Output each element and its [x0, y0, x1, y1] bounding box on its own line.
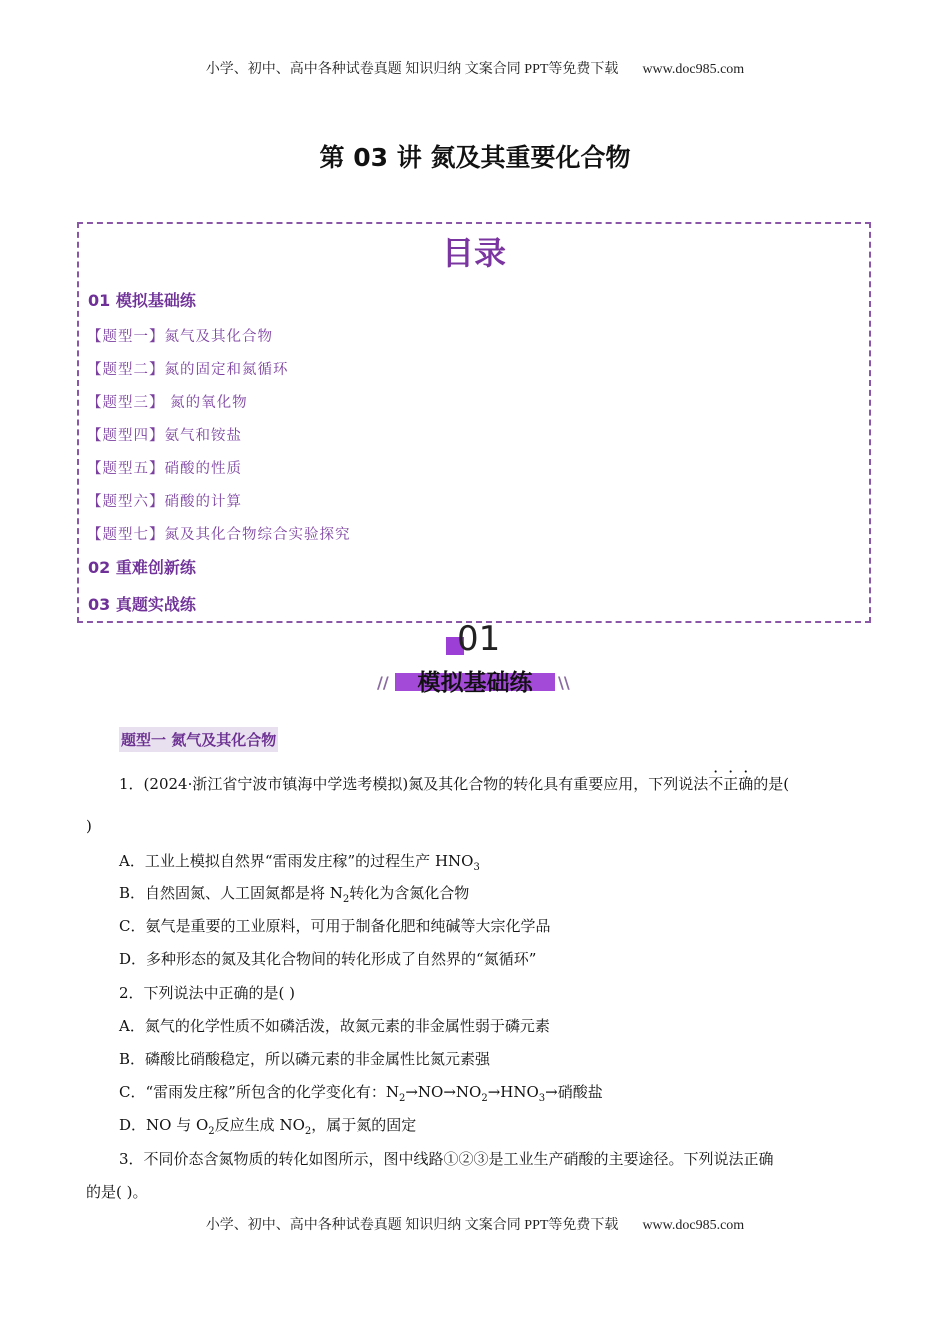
toc-item[interactable]: 【题型六】硝酸的计算	[87, 494, 242, 510]
header-url[interactable]: www.doc985.com	[642, 62, 745, 77]
emphasis-char: 不	[708, 775, 724, 793]
footer-url[interactable]: www.doc985.com	[642, 1218, 745, 1233]
section-badge	[375, 619, 575, 703]
page-footer	[0, 1214, 950, 1234]
q3-stem-line1: 3．不同价态含氮物质的转化如图所示，图中线路①②③是工业生产硝酸的主要途径。下列说法正确	[119, 1150, 774, 1168]
badge-number: 01	[457, 619, 501, 659]
q1-stem: 1．(2024·浙江省宁波市镇海中学选考模拟)氮及其化合物的转化具有重要应用，下列说法不正确的是(	[119, 775, 790, 793]
q3-stem-line2: 的是( )。	[86, 1183, 148, 1201]
q2-option-b: B．磷酸比硝酸稳定，所以磷元素的非金属性比氮元素强	[119, 1050, 491, 1068]
toc-item[interactable]: 【题型三】 氮的氧化物	[87, 395, 248, 411]
toc-item[interactable]: 【题型四】氨气和铵盐	[87, 428, 242, 444]
toc-item[interactable]: 【题型二】氮的固定和氮循环	[87, 362, 289, 378]
badge-slash-right: \\	[558, 673, 570, 692]
table-of-contents	[77, 222, 871, 623]
toc-item[interactable]: 【题型一】氮气及其化合物	[87, 329, 273, 345]
q1-option-a: A．工业上模拟自然界“雷雨发庄稼”的过程生产 $HNO_3$	[119, 852, 480, 873]
toc-item[interactable]: 【题型五】硝酸的性质	[87, 461, 242, 477]
badge-slash-left: //	[377, 673, 389, 692]
toc-heading: 目录	[441, 234, 506, 272]
question-type-label: 题型一 氮气及其化合物	[119, 727, 278, 752]
footer-text: 小学、初中、高中各种试卷真题 知识归纳 文案合同 PPT等免费下载	[205, 1218, 619, 1233]
toc-section-2[interactable]: 02 重难创新练	[88, 558, 196, 577]
q2-stem: 2．下列说法中正确的是( )	[119, 984, 296, 1002]
q1-option-d: D．多种形态的氮及其化合物间的转化形成了自然界的“氮循环”	[119, 950, 537, 968]
toc-section-1[interactable]: 01 模拟基础练	[88, 291, 196, 310]
badge-title: 模拟基础练	[417, 670, 533, 696]
toc-item[interactable]: 【题型七】氮及其化合物综合实验探究	[87, 527, 351, 543]
q1-option-c: C．氨气是重要的工业原料，可用于制备化肥和纯碱等大宗化学品	[119, 917, 551, 935]
page-header	[0, 58, 950, 78]
emphasis-char: 确	[738, 775, 754, 793]
q1-option-b: B．自然固氮、人工固氮都是将 $N_2$转化为含氮化合物	[119, 884, 470, 905]
header-text: 小学、初中、高中各种试卷真题 知识归纳 文案合同 PPT等免费下载	[205, 62, 619, 77]
q2-option-d: D．NO 与 $O_2$反应生成 $NO_2$，属于氮的固定	[119, 1116, 417, 1137]
q1-close-paren: )	[86, 817, 92, 835]
emphasis-char: 正	[723, 775, 739, 793]
q2-option-a: A．氮气的化学性质不如磷活泼，故氮元素的非金属性弱于磷元素	[119, 1017, 550, 1035]
page-title: 第 03 讲 氮及其重要化合物	[319, 143, 631, 172]
toc-section-3[interactable]: 03 真题实战练	[88, 595, 196, 614]
q2-option-c: C．“雷雨发庄稼”所包含的化学变化有：$N_2\to NO\to NO_2\to HNO_3\to$硝酸盐	[119, 1083, 603, 1104]
